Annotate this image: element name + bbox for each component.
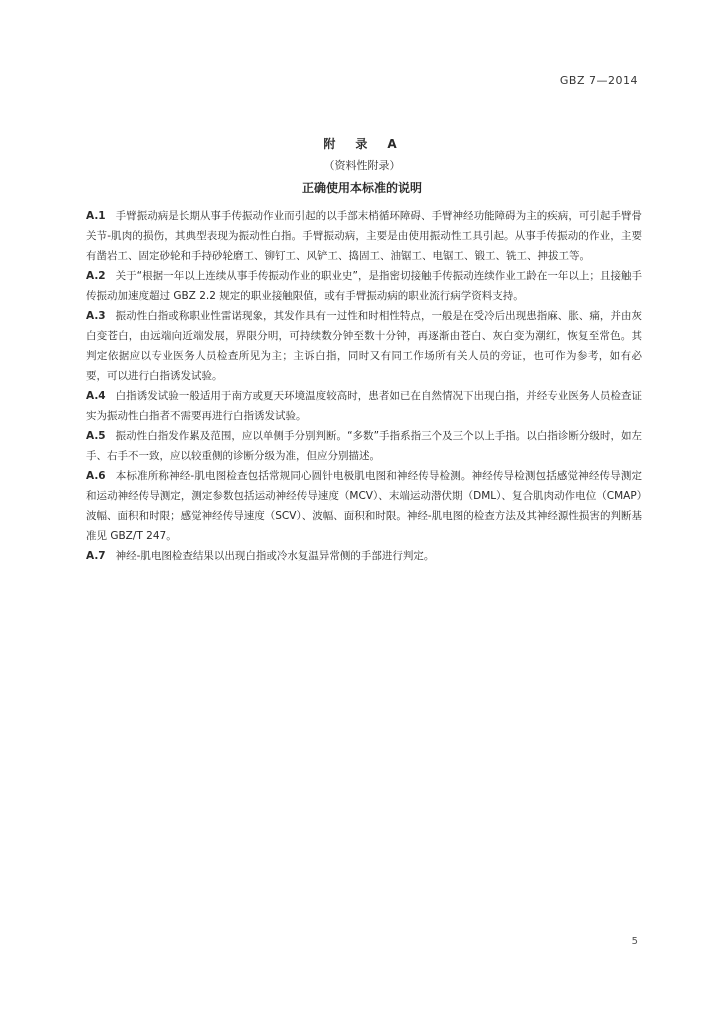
appendix-header [0, 135, 724, 197]
page-number: 5 [631, 936, 638, 947]
paragraph-a1 [86, 206, 642, 266]
clause-text: 关于“根据一年以上连续从事手传振动作业的职业史”，是指密切接触手传振动连续作业工龄在一年以上；且接触手传振动加速度超过 GBZ 2.2 规定的职业接触限值，或有手臂振动病的职业流行病学资料支持。 [86, 270, 642, 302]
clause-text: 手臂振动病是长期从事手传振动作业而引起的以手部末梢循环障碍、手臂神经功能障碍为主的疾病，可引起手臂骨关节-肌肉的损伤，其典型表现为振动性白指。手臂振动病，主要是由使用振动性工具引起。从事手传振动的作业，主要有凿岩工、固定砂轮和手持砂轮磨工、铆钉工、风铲工、捣固工、油锯工、电锯工、锻工、铣工、抻拔工等。 [86, 210, 642, 262]
clause-text: 本标准所称神经-肌电图检查包括常规同心圆针电极肌电图和神经传导检测。神经传导检测包括感觉神经传导测定和运动神经传导测定，测定参数包括运动神经传导速度（MCV）、末端运动潜伏期（DML）、复合肌肉动作电位（CMAP）波幅、面积和时限；感觉神经传导速度（SCV）、波幅、面积和时限。神经-肌电图的检查方法及其神经源性损害的判断基准见 GBZ/T 247。 [86, 470, 642, 542]
clause-number: A.2 [86, 270, 106, 282]
clause-number: A.6 [86, 470, 106, 482]
paragraph-a3 [86, 306, 642, 386]
paragraph-a5 [86, 426, 642, 466]
clause-text: 振动性白指或称职业性雷诺现象，其发作具有一过性和时相性特点，一般是在受冷后出现患指麻、胀、痛，并由灰白变苍白，由远端向近端发展，界限分明，可持续数分钟至数十分钟，再逐渐由苍白、灰白变为潮红，恢复至常色。其判定依据应以专业医务人员检查所见为主；主诉白指，同时又有同工作场所有关人员的旁证，也可作为参考，如有必要，可以进行白指诱发试验。 [86, 310, 642, 382]
clause-text: 白指诱发试验一般适用于南方或夏天环境温度较高时，患者如已在自然情况下出现白指，并经专业医务人员检查证实为振动性白指者不需要再进行白指诱发试验。 [86, 390, 642, 422]
appendix-body [86, 206, 642, 566]
paragraph-a4 [86, 386, 642, 426]
paragraph-a2 [86, 266, 642, 306]
clause-number: A.7 [86, 550, 106, 562]
paragraph-a7 [86, 546, 642, 566]
clause-number: A.4 [86, 390, 106, 402]
clause-text: 振动性白指发作累及范围，应以单侧手分别判断。“多数”手指系指三个及三个以上手指。以白指诊断分级时，如左手、右手不一致，应以较重侧的诊断分级为准，但应分别描述。 [86, 430, 642, 462]
clause-number: A.1 [86, 210, 106, 222]
clause-number: A.3 [86, 310, 106, 322]
paragraph-a6 [86, 466, 642, 546]
appendix-subtitle: （资料性附录） [323, 159, 401, 172]
standard-code: GBZ 7—2014 [559, 74, 638, 87]
clause-text: 神经-肌电图检查结果以出现白指或冷水复温异常侧的手部进行判定。 [115, 550, 435, 562]
appendix-heading: 正确使用本标准的说明 [301, 181, 422, 195]
appendix-title: 附 录 A [323, 137, 401, 151]
clause-number: A.5 [86, 430, 106, 442]
